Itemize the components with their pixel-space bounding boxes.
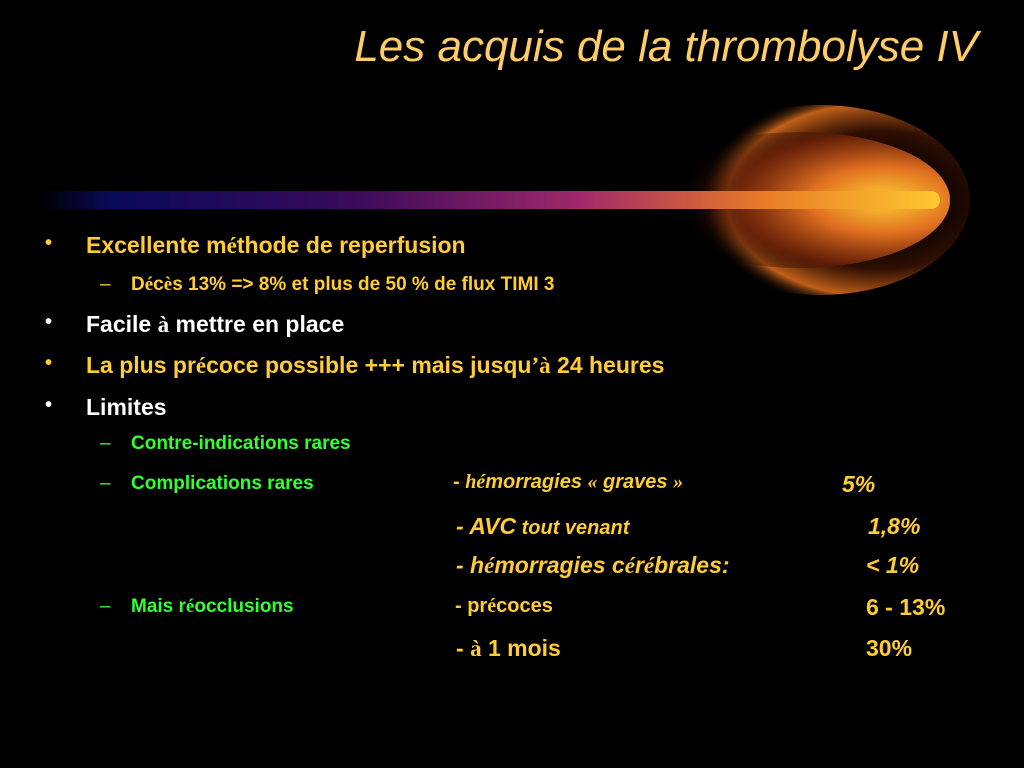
bullet-marker: • [45, 232, 53, 254]
complication-value-hemorrhage-severe: 5% [842, 471, 876, 497]
bullet-text: Limites [86, 394, 167, 420]
subbullet-label: Mais réocclusions [131, 596, 294, 617]
subbullet-label: Complications rares [131, 473, 314, 494]
bullet-marker: • [45, 394, 53, 416]
complication-value-cerebral-hemorrhage: < 1% [866, 552, 920, 578]
complication-item-hemorrhage-severe: - hémorragies « graves » [453, 471, 684, 493]
reocclusion-item-one-month: - à 1 mois [456, 635, 561, 661]
subbullet-text: Décès 13% => 8% et plus de 50 % de flux TIMI 3 [131, 274, 555, 295]
dash-marker: – [100, 274, 111, 295]
complication-value-stroke: 1,8% [868, 513, 921, 539]
dash-marker: – [100, 473, 111, 494]
reocclusion-value-one-month: 30% [866, 635, 913, 661]
complication-item-stroke: - AVC tout venant [456, 513, 630, 539]
bullet-text: Facile à mettre en place [86, 311, 345, 337]
comet-tail [40, 191, 940, 209]
bullet-marker: • [45, 352, 53, 374]
reocclusion-item-early: - précoces [455, 595, 553, 617]
bullet-text: La plus précoce possible +++ mais jusqu’à 24 heures [86, 352, 665, 378]
reocclusion-value-early: 6 - 13% [866, 594, 946, 620]
bullet-marker: • [45, 311, 53, 333]
complication-item-cerebral-hemorrhage: - hémorragies cérébrales: [456, 552, 730, 578]
dash-marker: – [100, 433, 111, 454]
subbullet-text: Contre-indications rares [131, 433, 351, 454]
slide-title: Les acquis de la thrombolyse IV [354, 22, 978, 71]
dash-marker: – [100, 596, 111, 617]
bullet-text: Excellente méthode de reperfusion [86, 232, 466, 258]
